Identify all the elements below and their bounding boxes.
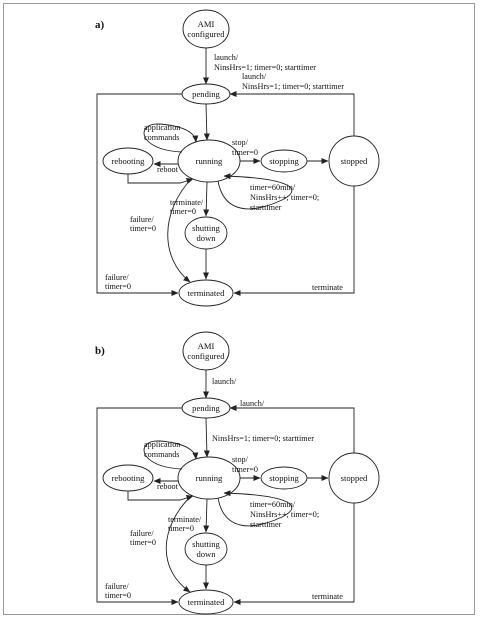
edge-pending-failure-to-terminated bbox=[97, 408, 182, 602]
edge-label: timer=0 bbox=[232, 465, 258, 474]
state-stopping-label: stopping bbox=[269, 473, 299, 483]
edge-label: commands bbox=[144, 450, 180, 459]
state-stopped-label: stopped bbox=[340, 156, 368, 166]
state-ami-label-1: AMI bbox=[197, 341, 215, 351]
state-ami-label-1: AMI bbox=[197, 19, 215, 29]
state-pending-label: pending bbox=[192, 403, 220, 413]
edge-label: NinsHrs=1; timer=0; starttimer bbox=[242, 82, 345, 91]
edge-label: NinsHrs=1; timer=0; starttimer bbox=[212, 434, 315, 443]
panel-a bbox=[95, 10, 379, 306]
edge-label: stop/ bbox=[232, 138, 248, 147]
edge-label: launch/ bbox=[212, 377, 237, 386]
edge-label: failure/ bbox=[130, 215, 154, 224]
edge-label: reboot bbox=[157, 165, 178, 174]
edge-label: timer=0 bbox=[105, 282, 131, 291]
state-rebooting-label: rebooting bbox=[111, 473, 145, 483]
state-shutting-label-1: shutting bbox=[192, 539, 220, 549]
edge-label: reboot bbox=[157, 482, 178, 491]
state-ami-label-2: configured bbox=[187, 29, 225, 39]
state-rebooting-label: rebooting bbox=[111, 156, 145, 166]
state-pending-label: pending bbox=[192, 89, 220, 99]
edge-label: timer=60min/ bbox=[250, 183, 296, 192]
state-stopped-label: stopped bbox=[340, 473, 368, 483]
panel-label: b) bbox=[95, 345, 105, 357]
edge-rebooting-to-running bbox=[128, 174, 193, 183]
edge-label: timer=0 bbox=[168, 524, 194, 533]
panel-label: a) bbox=[95, 19, 105, 31]
edge-label: starttimer bbox=[250, 520, 282, 529]
edge-rebooting-to-running bbox=[128, 491, 193, 500]
edge-label: failure/ bbox=[105, 582, 129, 591]
state-ami-label-2: configured bbox=[187, 351, 225, 361]
edge-label: failure/ bbox=[130, 529, 154, 538]
state-shutting-label-2: down bbox=[196, 549, 216, 559]
edge-stopped-to-pending bbox=[230, 408, 354, 453]
edge-pending-to-running bbox=[206, 104, 207, 140]
edge-label: launch/ bbox=[242, 72, 267, 81]
edge-label: application bbox=[144, 440, 181, 449]
edge-label: terminate/ bbox=[168, 515, 202, 524]
edge-label: timer=60min/ bbox=[250, 500, 296, 509]
edge-label: application bbox=[144, 123, 181, 132]
edge-label: NinsHrs++; timer=0; bbox=[250, 510, 320, 519]
edge-label: commands bbox=[144, 133, 180, 142]
edge-label: launch/ bbox=[214, 53, 239, 62]
panel-b bbox=[95, 332, 379, 614]
state-stopping-label: stopping bbox=[269, 156, 299, 166]
edge-label: terminate/ bbox=[170, 198, 204, 207]
state-terminated-label: terminated bbox=[187, 288, 225, 298]
state-running-label: running bbox=[195, 473, 223, 483]
edge-label: terminate bbox=[312, 592, 343, 601]
edge-label: failure/ bbox=[105, 273, 129, 282]
edge-running-to-shutting-down bbox=[206, 499, 207, 532]
edge-label: terminate bbox=[312, 283, 343, 292]
edge-label: NinsHrs=1; timer=0; starttimer bbox=[214, 63, 317, 72]
edge-label: timer=0 bbox=[130, 538, 156, 547]
edge-label: NinsHrs++; timer=0; bbox=[250, 193, 320, 202]
state-shutting-label-2: down bbox=[196, 233, 216, 243]
edge-label: timer=0 bbox=[232, 148, 258, 157]
edge-label: timer=0 bbox=[105, 591, 131, 600]
state-shutting-label-1: shutting bbox=[192, 223, 220, 233]
edge-label: stop/ bbox=[232, 455, 248, 464]
edge-stopped-to-pending bbox=[230, 94, 354, 136]
edge-running-to-shutting-down bbox=[206, 182, 207, 216]
edge-label: launch/ bbox=[240, 399, 265, 408]
edge-label: starttimer bbox=[250, 203, 282, 212]
state-terminated-label: terminated bbox=[187, 597, 225, 607]
edge-label: timer=0 bbox=[130, 224, 156, 233]
edge-pending-to-running bbox=[206, 418, 207, 457]
state-running-label: running bbox=[195, 156, 223, 166]
edge-label: timer=0 bbox=[170, 207, 196, 216]
